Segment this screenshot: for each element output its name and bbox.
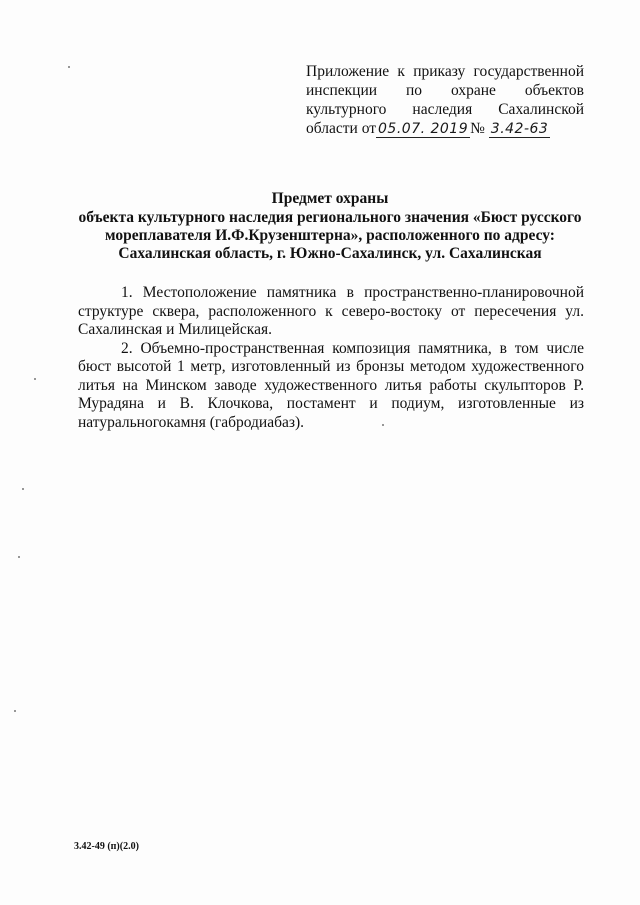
scan-speck [34, 378, 36, 380]
number-sign: № [470, 120, 485, 137]
document-heading [70, 190, 590, 263]
handwritten-date: 05.07. 2019 [378, 121, 469, 137]
approval-line-1: Приложение к приказу государственной [306, 63, 584, 80]
heading-line-3: Сахалинская область, г. Южно-Сахалинск, ул. Сахалинская [118, 245, 542, 262]
heading-line-2: мореплавателя И.Ф.Крузенштерна», расположенного по адресу: [105, 227, 555, 244]
approval-line-4 [306, 119, 584, 138]
body-paragraph-1: 1. Местоположение памятника в пространственно-планировочной структуре сквера, расположенного к северо-востоку от пересечения ул. Сахалинская и Милицейская. [78, 284, 584, 338]
scan-speck [14, 710, 16, 712]
approval-line-2: инспекции по охране объектов [306, 82, 584, 99]
approval-date-prefix: области от [306, 120, 377, 137]
heading-line-1: объекта культурного наследия регионального значения «Бюст русского [78, 209, 582, 226]
scan-speck [18, 556, 20, 558]
document-body [78, 284, 584, 432]
scan-speck [68, 66, 70, 68]
footer-document-code: 3.42-49 (п)(2.0) [74, 841, 139, 852]
scan-speck [22, 488, 24, 490]
body-paragraph-2: 2. Объемно-пространственная композиция памятника, в том числе бюст высотой 1 метр, изготовленный из бронзы методом художественного литья на Минском заводе художественного литья работы скульпторов Р. Мурадяна и В. Клочкова, постамент и подиум, изготовленные из натуральногокамня (габродиабаз). [78, 339, 584, 431]
approval-note [306, 62, 584, 138]
approval-line-3: культурного наследия Сахалинской [306, 101, 584, 118]
handwritten-order-number: 3.42-63 [490, 121, 549, 137]
scan-speck [382, 424, 384, 426]
heading-title: Предмет охраны [271, 190, 389, 207]
